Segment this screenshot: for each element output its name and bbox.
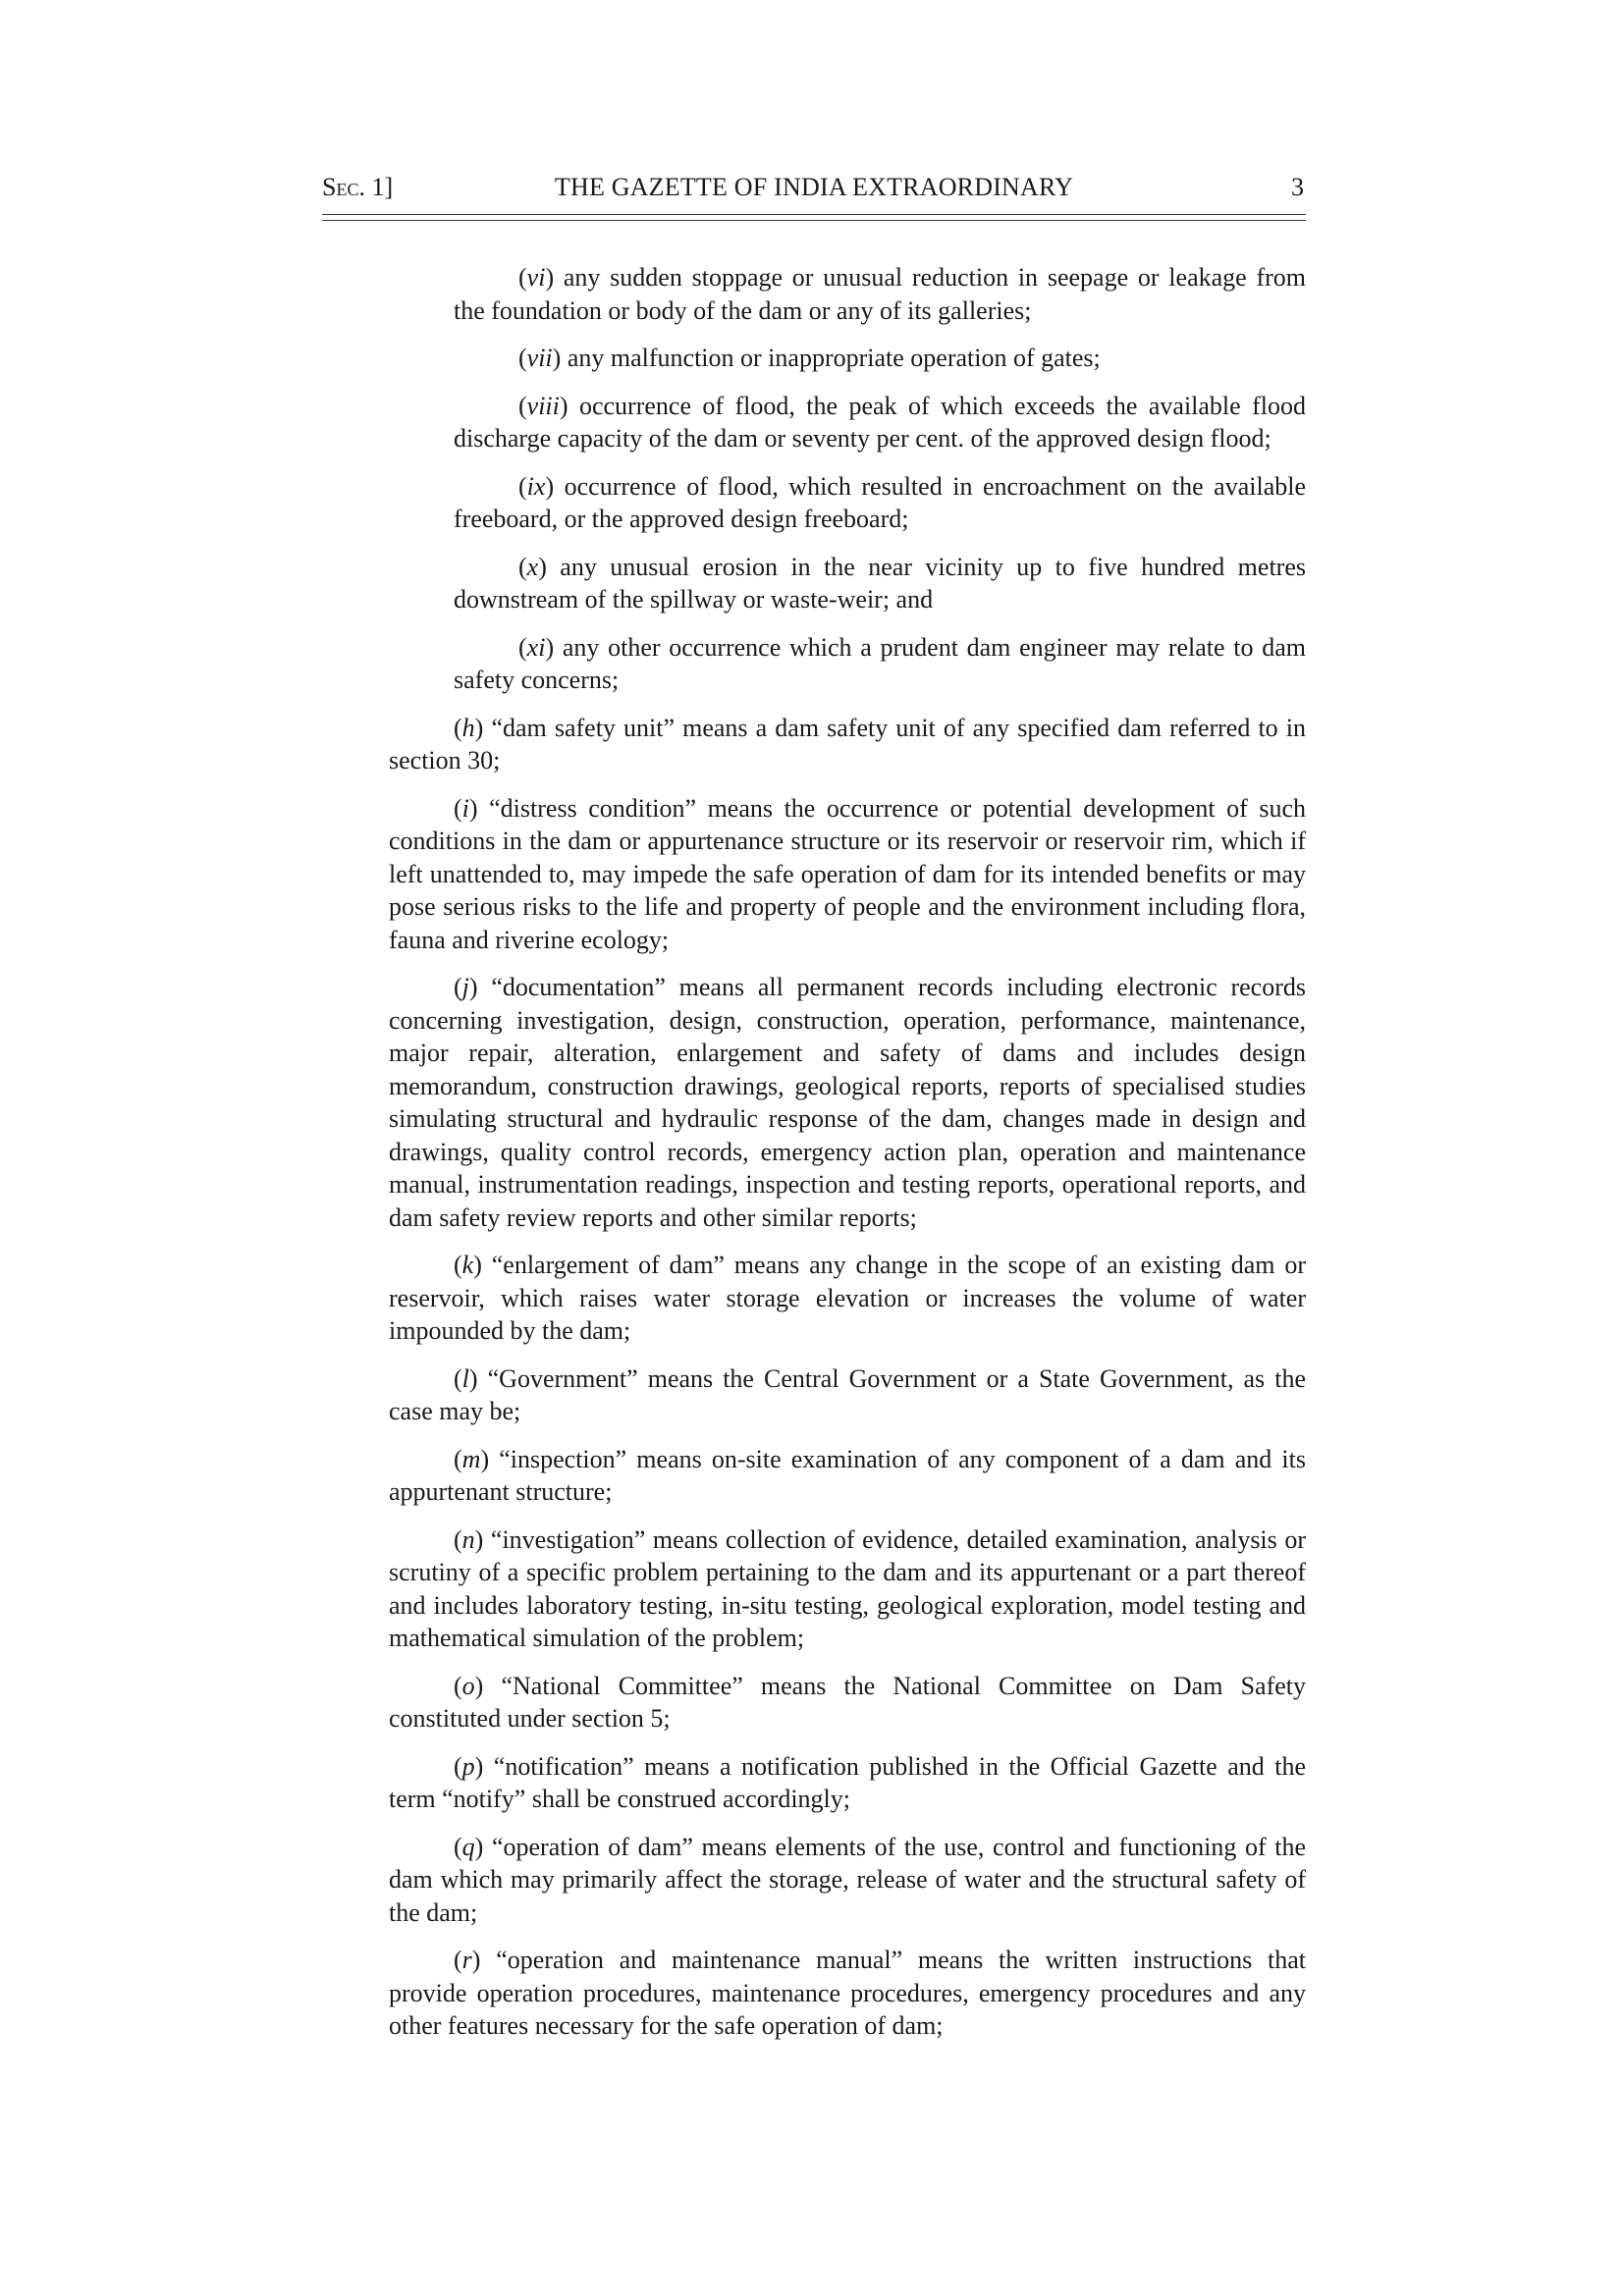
clause-text: “enlargement of dam” means any change in the scope of an existing dam or reservoir, which raises water storage elevation or increases the volume of water impounded by the dam;	[389, 1251, 1306, 1345]
sub-clause: (vii) any malfunction or inappropriate operation of gates;	[518, 344, 1101, 372]
definition-clause: (r) “operation and maintenance manual” means the written instructions that provide operation procedures, maintenance procedures, emergency procedures and any other features necessary for the safe operation of dam;	[389, 1946, 1306, 2040]
clause-text: “distress condition” means the occurrence or potential development of such conditions in the dam or appurtenance structure or its reservoir or reservoir rim, which if left unattended to, may impede the safe operation of dam for its intended benefits or may pose serious risks to the life and property of people and the environment including flora, fauna and riverine ecology;	[389, 793, 1306, 954]
clause-text: any unusual erosion in the near vicinity up to five hundred metres downstream of the spillway or waste-weir; and	[454, 552, 1306, 614]
clause-number: ix	[526, 471, 546, 501]
definition-clause: (j) “documentation” means all permanent records including electronic records concerning investigation, design, construction, operation, performance, maintenance, major repair, alteration, enlargement and safety of dams and includes design memorandum, construction drawings, geological reports, reports of specialised studies simulating structural and hydraulic response of the dam, changes made in design and drawings, quality control records, emergency action plan, operation and maintenance manual, instrumentation readings, inspection and testing reports, operational reports, and dam safety review reports and other similar reports;	[389, 973, 1306, 1232]
clause-text: “dam safety unit” means a dam safety unit of any specified dam referred to in section 30;	[389, 713, 1306, 774]
definition-clause: (l) “Government” means the Central Government or a State Government, as the case may be;	[389, 1363, 1306, 1425]
clause-text: any sudden stoppage or unusual reduction in seepage or leakage from the foundation or body of the dam or any of its galleries;	[454, 263, 1306, 325]
sub-clause: (viii) occurrence of flood, the peak of which exceeds the available flood discharge capacity of the dam or seventy per cent. of the approved design flood;	[454, 391, 1306, 453]
gazette-title: THE GAZETTE OF INDIA EXTRAORDINARY	[554, 173, 1074, 201]
clause-text: occurrence of flood, which resulted in encroachment on the available freeboard, or the approved design freeboard;	[454, 471, 1306, 533]
clause-number: xi	[526, 632, 546, 662]
sub-clause: (xi) any other occurrence which a prudent dam engineer may relate to dam safety concerns;	[454, 632, 1306, 694]
definition-clause: (m) “inspection” means on-site examination of any component of a dam and its appurtenant structure;	[389, 1444, 1306, 1506]
clause-number: vi	[526, 263, 546, 292]
clause-text: “operation of dam” means elements of the use, control and functioning of the dam which may primarily affect the storage, release of water and the structural safety of the dam;	[389, 1832, 1306, 1927]
clause-number: vii	[526, 344, 553, 372]
clause-text: “documentation” means all permanent records including electronic records concerning investigation, design, construction, operation, performance, maintenance, major repair, alteration, enlargement and safety of dams and includes design memorandum, construction drawings, geological reports, reports of specialised studies simulating structural and hydraulic response of the dam, changes made in design and drawings, quality control records, emergency action plan, operation and maintenance manual, instrumentation readings, inspection and testing reports, operational reports, and dam safety review reports and other similar reports;	[389, 973, 1306, 1232]
clause-text: occurrence of flood, the peak of which exceeds the available flood discharge capacity of the dam or seventy per cent. of the approved design flood;	[454, 391, 1306, 453]
definition-clause: (n) “investigation” means collection of evidence, detailed examination, analysis or scrutiny of a specific problem pertaining to the dam and its appurtenant or a part thereof and includes laboratory testing, in-situ testing, geological exploration, model testing and mathematical simulation of the problem;	[389, 1524, 1306, 1652]
clause-number: k	[461, 1251, 474, 1279]
clause-text: “Government” means the Central Government or a State Government, as the case may be;	[389, 1363, 1306, 1425]
sub-clause: (ix) occurrence of flood, which resulted in encroachment on the available freeboard, or the approved design freeboard;	[454, 471, 1306, 533]
definition-clause: (o) “National Committee” means the National Committee on Dam Safety constituted under section 5;	[389, 1671, 1306, 1733]
header-rule-bottom	[322, 220, 1306, 221]
clause-number: viii	[526, 391, 560, 420]
header-rule-top	[322, 214, 1306, 215]
clause-number: i	[461, 793, 469, 823]
clause-number: j	[461, 973, 469, 1001]
section-label: Sec. 1]	[322, 173, 394, 201]
definition-clause: (i) “distress condition” means the occurrence or potential development of such conditions in the dam or appurtenance structure or its reservoir or reservoir rim, which if left unattended to, may impede the safe operation of dam for its intended benefits or may pose serious risks to the life and property of people and the environment including flora, fauna and riverine ecology;	[389, 793, 1306, 954]
clause-number: r	[461, 1946, 472, 1974]
clause-number: o	[461, 1671, 475, 1700]
clause-number: p	[461, 1751, 475, 1781]
definition-clause: (h) “dam safety unit” means a dam safety unit of any specified dam referred to in section 30;	[389, 713, 1306, 774]
clause-text: “National Committee” means the National Committee on Dam Safety constituted under section 5;	[389, 1671, 1306, 1733]
clause-text: “notification” means a notification published in the Official Gazette and the term “notify” shall be construed accordingly;	[389, 1751, 1306, 1813]
clause-text: “investigation” means collection of evidence, detailed examination, analysis or scrutiny of a specific problem pertaining to the dam and its appurtenant or a part thereof and includes laboratory testing, in-situ testing, geological exploration, model testing and mathematical simulation of the problem;	[389, 1524, 1306, 1652]
clause-number: h	[461, 713, 475, 742]
clause-number: q	[461, 1832, 475, 1861]
clause-text: any malfunction or inappropriate operation of gates;	[561, 344, 1101, 372]
definition-clause: (p) “notification” means a notification published in the Official Gazette and the term “notify” shall be construed accordingly;	[389, 1751, 1306, 1813]
clause-text: any other occurrence which a prudent dam engineer may relate to dam safety concerns;	[454, 632, 1306, 694]
definition-clause: (k) “enlargement of dam” means any change in the scope of an existing dam or reservoir, which raises water storage elevation or increases the volume of water impounded by the dam;	[389, 1251, 1306, 1345]
page-header	[322, 173, 1306, 212]
clause-text: “inspection” means on-site examination of any component of a dam and its appurtenant structure;	[389, 1444, 1306, 1506]
clause-text: “operation and maintenance manual” means the written instructions that provide operation procedures, maintenance procedures, emergency procedures and any other features necessary for the safe operation of dam;	[389, 1946, 1306, 2040]
sub-clause: (vi) any sudden stoppage or unusual reduction in seepage or leakage from the foundation or body of the dam or any of its galleries;	[454, 263, 1306, 325]
definition-clause: (q) “operation of dam” means elements of the use, control and functioning of the dam which may primarily affect the storage, release of water and the structural safety of the dam;	[389, 1832, 1306, 1927]
sub-clause: (x) any unusual erosion in the near vicinity up to five hundred metres downstream of the spillway or waste-weir; and	[454, 552, 1306, 614]
page-number: 3	[1291, 173, 1304, 201]
clause-number: m	[461, 1444, 481, 1473]
clause-number: l	[461, 1363, 469, 1393]
document-body	[389, 261, 1306, 2057]
clause-number: n	[461, 1524, 475, 1554]
clause-number: x	[526, 552, 539, 581]
